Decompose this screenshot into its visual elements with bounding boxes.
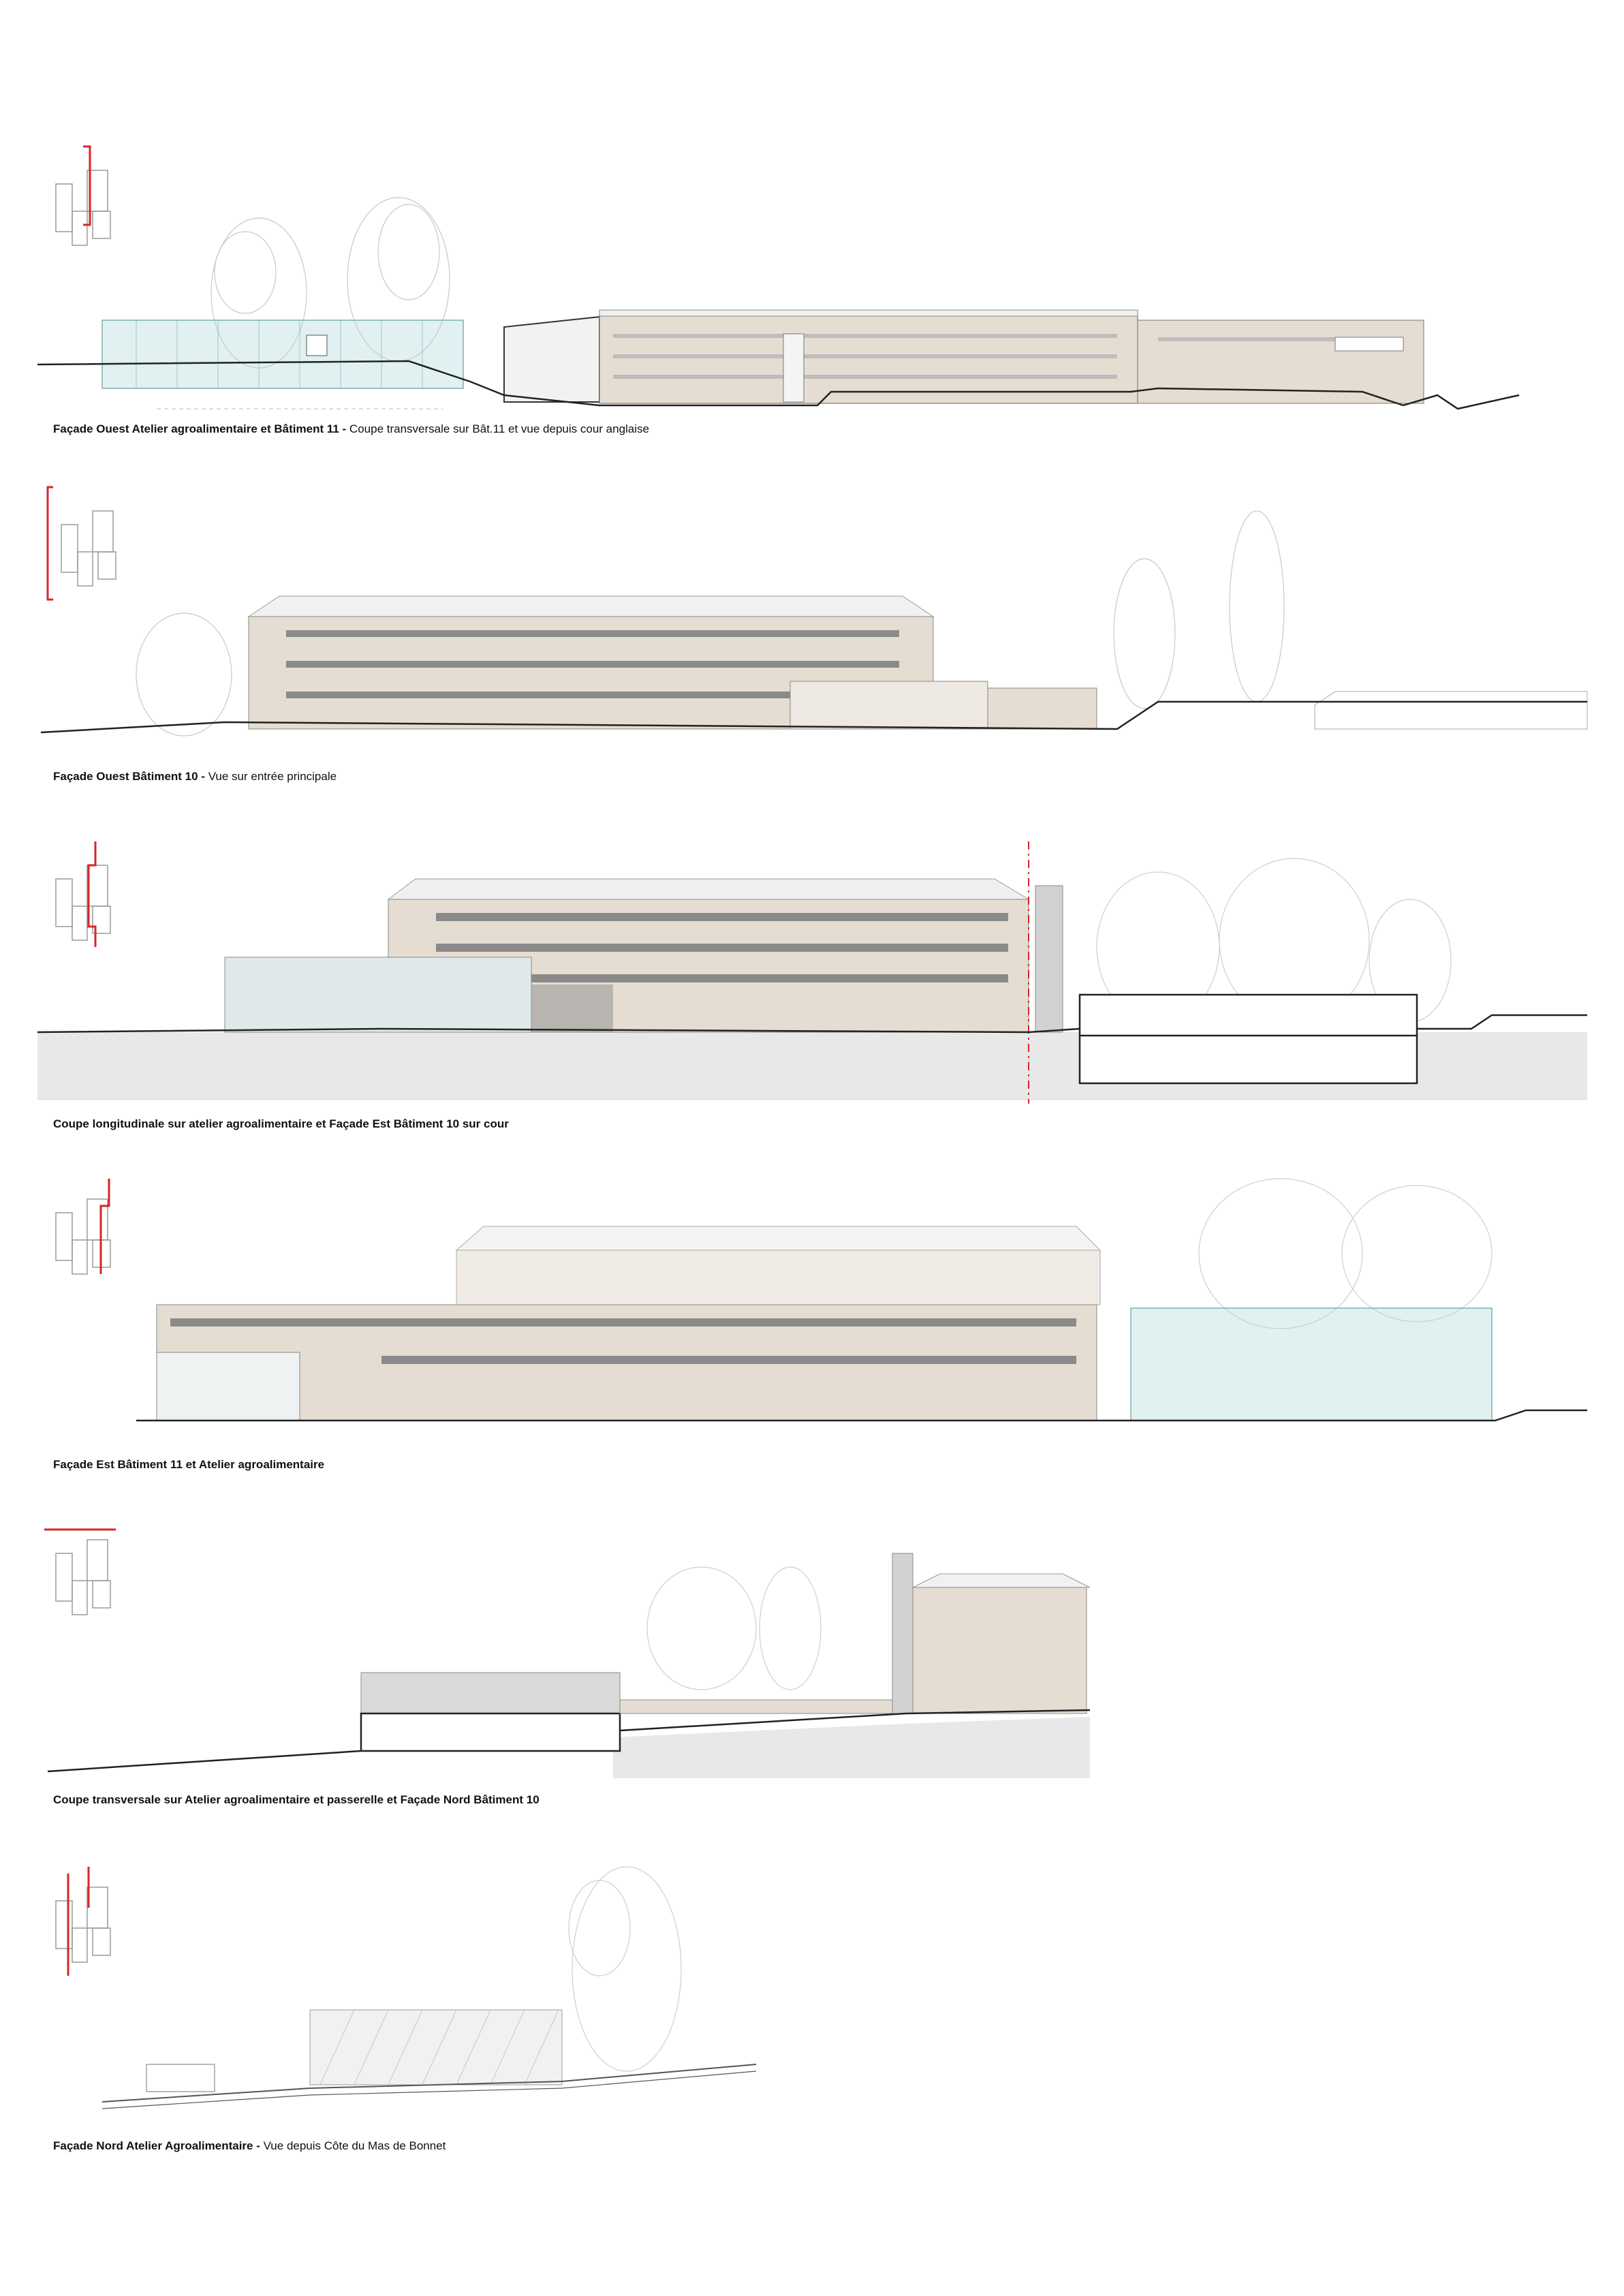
caption-bold: Façade Est Bâtiment 11 et Atelier agroalimentaire	[53, 1458, 325, 1471]
caption-panel-2	[53, 770, 337, 784]
caption-bold: Façade Nord Atelier Agroalimentaire -	[53, 2139, 260, 2152]
caption-bold: Coupe longitudinale sur atelier agroalimentaire et Façade Est Bâtiment 10 sur cour	[53, 1117, 509, 1130]
drawing-panel-6	[0, 1846, 1624, 2167]
transverse-section-atelier-drawing	[0, 1506, 1624, 1792]
caption-panel-6	[53, 2139, 446, 2153]
north-facade-atelier-drawing	[0, 1846, 1624, 2132]
caption-bold: Coupe transversale sur Atelier agroalimentaire et passerelle et Façade Nord Bâtiment 10	[53, 1793, 540, 1806]
drawing-panel-1	[0, 136, 1624, 450]
west-facade-elevation-drawing	[0, 136, 1624, 422]
caption-rest: Vue sur entrée principale	[204, 770, 337, 783]
drawing-panel-5	[0, 1506, 1624, 1819]
drawing-panel-2	[0, 470, 1624, 790]
drawing-panel-4	[0, 1165, 1624, 1478]
caption-panel-4	[53, 1458, 324, 1472]
caption-panel-1	[53, 422, 649, 436]
caption-panel-3	[53, 1117, 509, 1131]
longitudinal-section-drawing	[0, 824, 1624, 1111]
west-facade-building-10-drawing	[0, 470, 1624, 756]
east-facade-building-11-drawing	[0, 1165, 1624, 1451]
caption-bold: Façade Ouest Bâtiment 10 -	[53, 770, 205, 783]
caption-rest: Coupe transversale sur Bât.11 et vue depuis cour anglaise	[346, 422, 649, 435]
drawing-panel-3	[0, 824, 1624, 1138]
caption-panel-5	[53, 1793, 540, 1807]
caption-rest: Vue depuis Côte du Mas de Bonnet	[260, 2139, 446, 2152]
caption-bold: Façade Ouest Atelier agroalimentaire et Bâtiment 11 -	[53, 422, 347, 435]
